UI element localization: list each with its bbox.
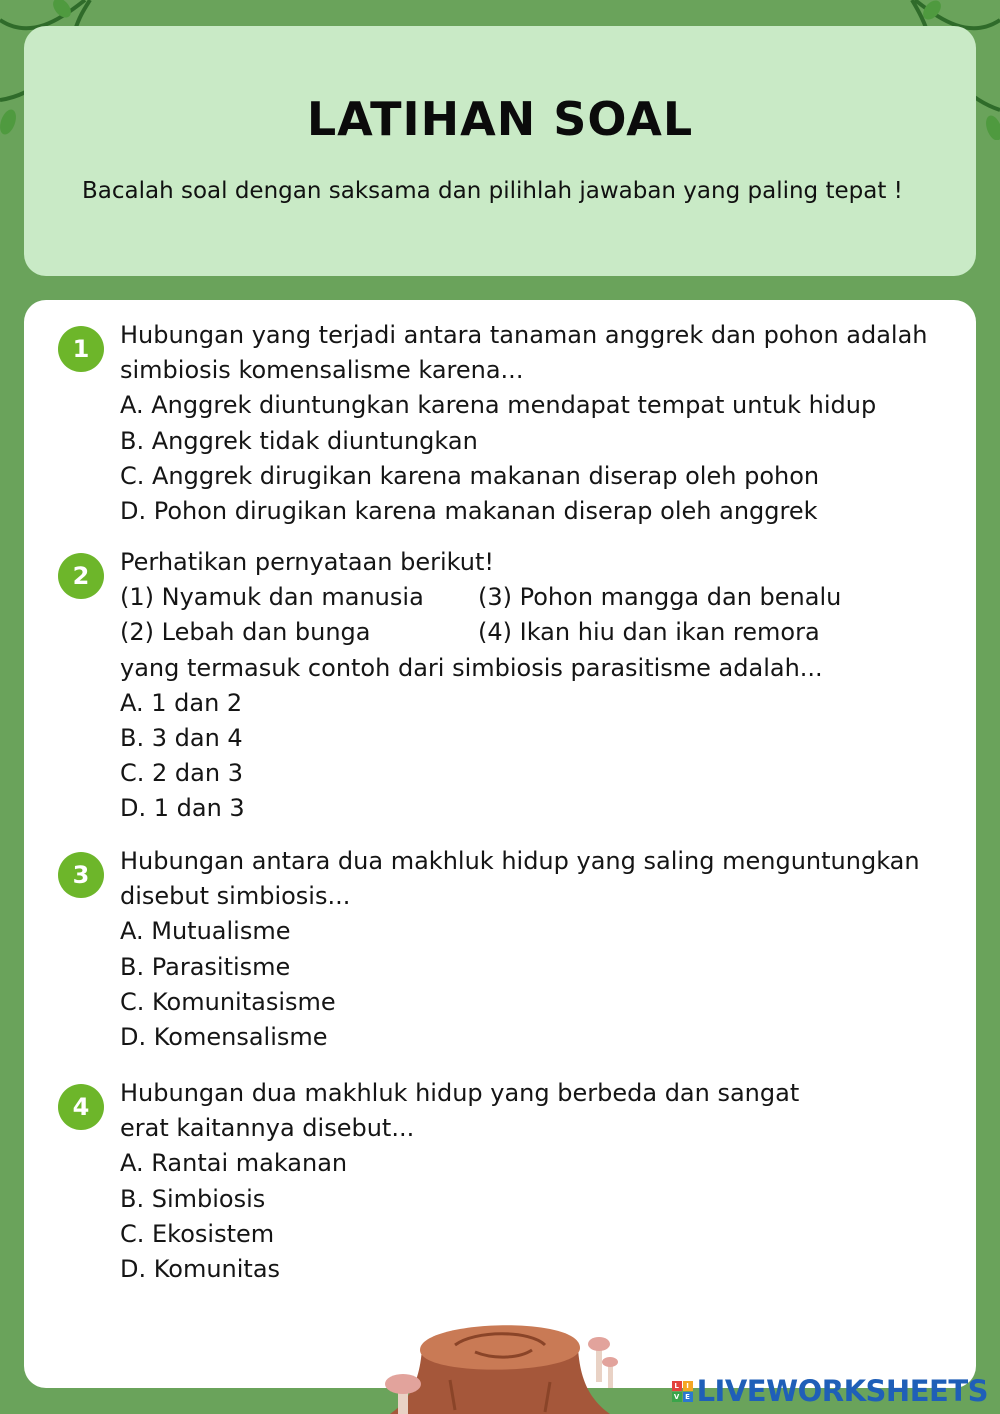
question-text: disebut simbiosis... <box>120 882 351 911</box>
answer-option-a[interactable]: A. Anggrek diuntungkan karena mendapat tempat untuk hidup <box>120 391 877 420</box>
answer-option-b[interactable]: B. Simbiosis <box>120 1184 266 1213</box>
question-body <box>120 545 986 827</box>
question-card <box>24 300 976 1388</box>
question-text: Hubungan antara dua makhluk hidup yang saling menguntungkan <box>120 847 920 875</box>
statement-row <box>120 580 986 615</box>
question-prompt: yang termasuk contoh dari simbiosis parasitisme adalah... <box>120 653 823 682</box>
liveworksheets-wordmark: LIVEWORKSHEETS <box>696 1374 988 1408</box>
answer-option-a[interactable]: A. 1 dan 2 <box>120 688 243 717</box>
answer-option-c[interactable]: C. 2 dan 3 <box>120 759 243 788</box>
statement-item: (2) Lebah dan bunga <box>120 618 371 647</box>
question-text: Hubungan dua makhluk hidup yang berbeda dan sangat <box>120 1079 800 1107</box>
answer-option-b[interactable]: B. 3 dan 4 <box>120 724 243 753</box>
question-text: Perhatikan pernyataan berikut! <box>120 548 495 576</box>
liveworksheets-icon: L I V E <box>672 1381 693 1402</box>
page-title: LATIHAN SOAL <box>306 92 694 146</box>
question-body <box>120 318 986 529</box>
answer-option-d[interactable]: D. Komunitas <box>120 1255 281 1284</box>
statement-item: (1) Nyamuk dan manusia <box>120 583 424 612</box>
answer-option-c[interactable]: C. Komunitasisme <box>120 987 336 1016</box>
question-number-badge: 4 <box>58 1084 104 1130</box>
tree-stump-illustration <box>380 1300 640 1414</box>
question-number-badge: 3 <box>58 852 104 898</box>
answer-option-b[interactable]: B. Anggrek tidak diuntungkan <box>120 426 478 455</box>
question-body <box>120 1076 986 1287</box>
statement-row <box>120 615 986 650</box>
answer-option-a[interactable]: A. Mutualisme <box>120 917 291 946</box>
statement-item: (4) Ikan hiu dan ikan remora <box>478 618 820 647</box>
answer-option-c[interactable]: C. Ekosistem <box>120 1219 275 1248</box>
question-number-badge: 1 <box>58 326 104 372</box>
statement-item: (3) Pohon mangga dan benalu <box>478 583 842 612</box>
liveworksheets-logo <box>672 1374 988 1408</box>
answer-option-a[interactable]: A. Rantai makanan <box>120 1149 348 1178</box>
question-text: erat kaitannya disebut... <box>120 1114 415 1143</box>
question-body <box>120 844 986 1055</box>
question-number-badge: 2 <box>58 553 104 599</box>
answer-option-d[interactable]: D. 1 dan 3 <box>120 794 245 823</box>
question-text: Hubungan yang terjadi antara tanaman anggrek dan pohon adalah <box>120 321 928 349</box>
answer-option-d[interactable]: D. Komensalisme <box>120 1023 328 1052</box>
question-text: simbiosis komensalisme karena... <box>120 356 524 385</box>
answer-option-b[interactable]: B. Parasitisme <box>120 952 291 981</box>
instruction-text: Bacalah soal dengan saksama dan pilihlah jawaban yang paling tepat ! <box>82 178 903 204</box>
header-card <box>24 26 976 276</box>
answer-option-c[interactable]: C. Anggrek dirugikan karena makanan diserap oleh pohon <box>120 461 820 490</box>
answer-option-d[interactable]: D. Pohon dirugikan karena makanan diserap oleh anggrek <box>120 497 818 526</box>
